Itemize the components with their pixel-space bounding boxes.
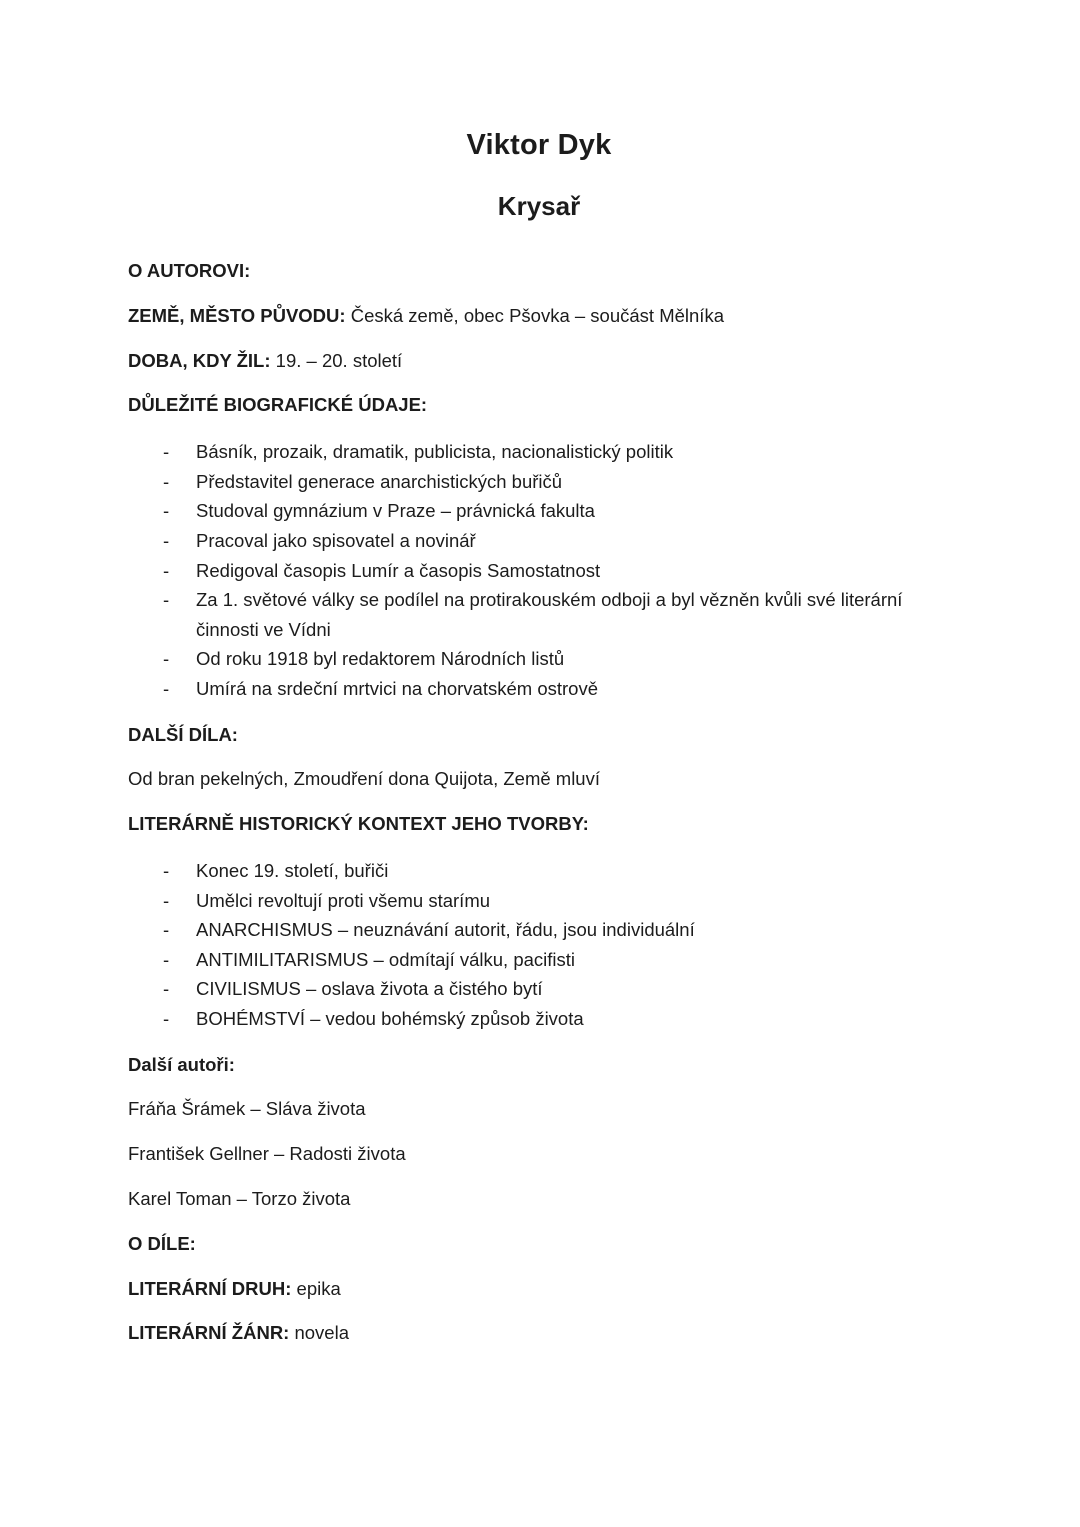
section-heading-biography: DŮLEŽITÉ BIOGRAFICKÉ ÚDAJE: [128,394,428,416]
field-literary-genre-value: novela [294,1322,349,1344]
list-item-text: Představitel generace anarchistických buřičů [196,470,563,492]
list-item-text: Pracoval jako spisovatel a novinář [196,530,476,552]
field-origin-value: Česká země, obec Pšovka – součást Mělníka [350,304,724,326]
literary-context-list [128,856,950,1034]
field-era [128,348,950,375]
bullet-marker: - [163,589,170,611]
list-item-text: Studoval gymnázium v Praze – právnická fakulta [196,500,595,522]
list-item-text: Umělci revoltují proti všemu starímu [196,889,491,911]
list-item [163,467,950,497]
bullet-marker: - [163,978,170,1000]
bullet-marker: - [163,889,170,911]
list-item [163,974,950,1004]
bullet-marker: - [163,559,170,581]
field-era-label: DOBA, KDY ŽIL: [128,349,271,371]
section-heading-other-authors: Další autoři: [128,1053,235,1075]
bullet-marker: - [163,530,170,552]
list-item-text: Za 1. světové války se podílel na protirakouském odboji a byl vězněn kvůli své literární činnosti ve Vídni [196,589,903,640]
list-item-text: BOHÉMSTVÍ – vedou bohémský způsob života [196,1007,584,1029]
list-item [163,526,950,556]
field-literary-genre [128,1320,950,1347]
list-item [163,556,950,586]
document-title: Viktor Dyk [466,129,612,161]
bullet-marker: - [163,677,170,699]
list-item [163,1004,950,1034]
bullet-marker: - [163,470,170,492]
bullet-marker: - [163,1007,170,1029]
list-item [163,437,950,467]
field-literary-kind-label: LITERÁRNÍ DRUH: [128,1277,292,1299]
list-item [163,585,950,644]
list-item-text: Konec 19. století, buřiči [196,860,389,882]
field-literary-genre-label: LITERÁRNÍ ŽÁNR: [128,1322,290,1344]
list-item [163,886,950,916]
section-heading-about-work: O DÍLE: [128,1232,196,1254]
list-item [163,856,950,886]
list-item-text: Redigoval časopis Lumír a časopis Samostatnost [196,559,601,581]
list-item-text: Od roku 1918 byl redaktorem Národních listů [196,648,565,670]
bullet-marker: - [163,441,170,463]
document-subtitle: Krysař [497,190,581,221]
bullet-marker: - [163,648,170,670]
list-item [163,496,950,526]
field-literary-kind [128,1276,950,1303]
other-works-text: Od bran pekelných, Zmoudření dona Quijota, Země mluví [128,768,600,790]
field-era-value: 19. – 20. století [275,349,403,371]
list-item-text: CIVILISMUS – oslava života a čistého bytí [196,978,543,1000]
list-item-text: ANARCHISMUS – neuznávání autorit, řádu, jsou individuální [196,919,695,941]
list-item-text: Umírá na srdeční mrtvici na chorvatském ostrově [196,677,598,699]
bullet-marker: - [163,948,170,970]
other-author-line: Fráňa Šrámek – Sláva života [128,1098,366,1120]
list-item [163,674,950,704]
section-heading-other-works: DALŠÍ DÍLA: [128,723,238,745]
section-heading-about-author: O AUTOROVI: [128,259,251,281]
bullet-marker: - [163,919,170,941]
field-origin [128,303,950,330]
list-item [163,945,950,975]
list-item [163,644,950,674]
section-heading-literary-context: LITERÁRNĚ HISTORICKÝ KONTEXT JEHO TVORBY: [128,813,589,835]
list-item-text: ANTIMILITARISMUS – odmítají válku, pacifisti [196,948,576,970]
other-author-line: František Gellner – Radosti života [128,1143,406,1165]
bullet-marker: - [163,860,170,882]
field-literary-kind-value: epika [296,1277,341,1299]
field-origin-label: ZEMĚ, MĚSTO PŮVODU: [128,304,346,326]
other-author-line: Karel Toman – Torzo života [128,1188,351,1210]
list-item [163,915,950,945]
bullet-marker: - [163,500,170,522]
biography-list [128,437,950,703]
list-item-text: Básník, prozaik, dramatik, publicista, nacionalistický politik [196,441,674,463]
